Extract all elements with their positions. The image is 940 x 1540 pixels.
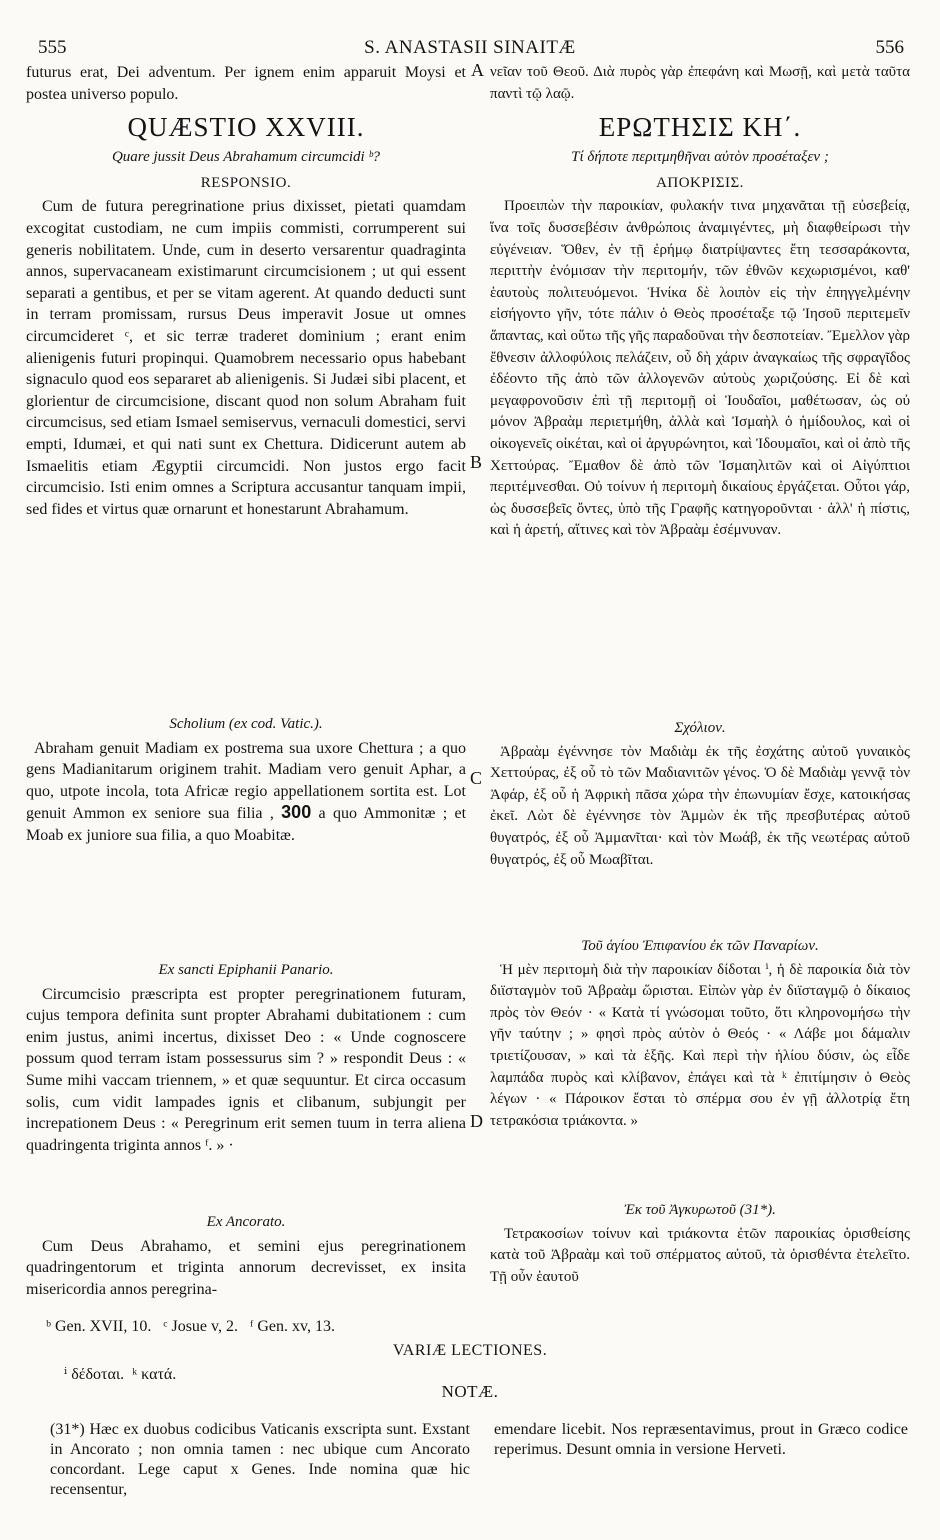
latin-ancoratus — [26, 1212, 466, 1300]
greek-scholium-text: Ἀβραὰμ ἐγέννησε τὸν Μαδιὰμ ἐκ τῆς ἐσχάτης αὐτοῦ γυναικὸς Χεττούρας, ἐξ οὗ τὸ τῶν Μαδιανιτῶν γένος. Ὁ δὲ Μαδιὰμ γεννᾷ τὸν Ἀφάρ, ἐξ οὗ ἡ Ἀφρικὴ πᾶσα χώρα τὴν ἐπωνυμίαν ἔσχε, κατοικήσας ἐκεῖ. Λὼτ δὲ ἐγέννησε τὸν Ἀμμὼν ἐκ τῆς πρεσβυτέρας αὐτοῦ θυγατρός, ἐξ οὗ Ἀμμανῖται· καὶ τὸν Μωάβ, ἐκ τῆς νεωτέρας αὐτοῦ θυγατρός, ἐξ οὗ Μωαβῖται. — [490, 743, 910, 868]
greek-epiphanius-title: Τοῦ ἁγίου Ἐπιφανίου ἐκ τῶν Παναρίων. — [581, 938, 819, 954]
margin-letter-d: D — [470, 1111, 483, 1131]
latin-scholium-text-b: a quo Ammonitæ ; et Moab ex juniore sua filia, a quo Moabitæ. — [26, 805, 467, 844]
column-number: 300 — [281, 802, 312, 823]
latin-question-subtitle: Quare jussit Deus Abrahamum circumcidi ᵇ? — [111, 149, 381, 166]
latin-column — [26, 62, 466, 520]
notae-heading: NOTÆ. — [441, 1382, 499, 1401]
latin-epiphanius-title: Ex sancti Epiphanii Panario. — [158, 962, 334, 978]
left-page-number: 555 — [38, 37, 67, 58]
greek-question-subtitle: Τί δήποτε περιτμηθῆναι αὐτὸν προσέταξεν ; — [571, 149, 829, 166]
greek-epiphanius-text: Ἡ μὲν περιτομὴ διὰ τὴν παροικίαν δίδοται ⁱ, ἡ δὲ παροικία διὰ τὸν διϊσταγμὸν τοῦ Ἀβραὰμ ὥρισται. Εἰπὼν γὰρ ἐν διϊσταγμῷ ὁ δίκαιος πρὸς τὸν Θεόν · « Κατὰ τί γνώσομαι τοῦτο, ὅτι κληρονομήσω τὴν γῆν ταύτην ; » φησὶ πρὸς αὐτὸν ὁ Θεός · « Λάβε μοι δάμαλιν τριετίζουσαν, » καὶ τὰ ἑξῆς. Καὶ περὶ τὴν ἡλίου δύσιν, ὡς εἶδε λαμπάδα πυρὸς καὶ κλίβανον, ἐπάγει καὶ τὰ ᵏ ἐπιτίμησιν ὁ Θεὸς λέγων · « Πάροικον ἔσται τὸ σπέρμα σου ἐν γῇ ἀλλοτρίᾳ ἔτη τετρακόσια τριάκοντα. » — [490, 961, 910, 1129]
latin-answer-text: Cum de futura peregrinatione prius dixisset, pietati quamdam excogitat custodiam, ne cum impiis commisti, corrumperent sui generis nobilitatem. Unde, cum in deserto versarentur quadraginta annos, supervacaneam existimarunt circumcisionem ; ut qui essent separati a gentibus, et per se vitam agerent. At quando deducti sunt in terram promissam, rursus Deus imperavit Josue ut omnes circumcideret ᶜ, et sic terræ traderet dominium ; erant enim alienigenis futuri propinqui. Quamobrem necessario opus habebant signaculo quod eos separaret ab alienigenis. Si Judæi sibi placent, et glorientur de circumcisione, discant quod non solum Abraham fuit circumcisus, sed etiam Ismael semiservus, vernaculi domestici, servi empti, Idumæi, et qui nati sunt ex Chettura. Didicerunt autem ab Ismaelitis etiam Ægyptii circumcidi. Non justos ergo facit circumcisio. Isti enim omnes a Scriptura accusantur tanquam impii, sed fides et virtus quæ ornarunt et honestarunt Abrahamum. — [26, 198, 466, 518]
greek-ancoratus-title: Ἐκ τοῦ Ἀγκυρωτοῦ (31*). — [624, 1202, 776, 1218]
notae-right-text: emendare licebit. Nos repræsentavimus, prout in Græco codice reperimus. Desunt omnia in versione Herveti. — [494, 1421, 908, 1458]
greek-ancoratus — [490, 1200, 910, 1288]
latin-epiphanius — [26, 960, 466, 1156]
greek-scholium — [490, 718, 910, 871]
greek-answer-text: Προειπὼν τὴν παροικίαν, φυλακήν τινα μηχανᾶται τῇ εὐσεβείᾳ, ἵνα τοῖς δυσσεβέσιν ἀνθρώποις ἀναμιγέντες, μὴ διαφθείρωσι τὴν εὐγένειαν. Ὅθεν, ἐν τῇ ἐρήμῳ διατρίψαντες ἔτη τεσσαράκοντα, περιττὴν ἐνόμισαν τὴν περιτομήν, τῶν ἐθνῶν κεχωρισμένοι, καθ' ἑαυτοὺς πολιτευόμενοι. Ἡνίκα δὲ λοιπὸν εἰς τὴν ἐπηγγελμένην εἰσήγοντο γῆν, τότε πάλιν ὁ Θεὸς προσέταξε τῷ Ἰησοῦ περιτεμεῖν ἅπαντας, καὶ οὕτω τῆς γῆς παραδοῦναι τὴν δεσποτείαν. Ἔμελλον γὰρ ἔθνεσιν ἀλλοφύλοις πελάζειν, οὗ δὴ χάριν ἀναγκαίως τῆς σφραγῖδος ἐδέοντο τῆς ἀπὸ τῶν ἀλλογενῶν αὐτοὺς χωριζούσης. Εἰ δὲ καὶ μεγαφρονοῦσιν ἐπὶ τῇ περιτομῇ οἱ Ἰουδαῖοι, μαθέτωσαν, ὡς οὐ μόνον Ἀβραὰμ περιετμήθη, ἀλλὰ καὶ Ἰσμαὴλ ὁ ἡμίδουλος, καὶ οἱ οἰκογενεῖς οἰκέται, καὶ οἱ ἀργυρώνητοι, καὶ Ἰδουμαῖοι, καὶ οἱ ἀπὸ τῆς Χεττούρας. Ἔμαθον δὲ ἀπὸ τῶν Ἰσμαηλιτῶν καὶ οἱ Αἰγύπτιοι περιτέμνεσθαι. Οὐ τοίνυν ἡ περιτομὴ δικαίους ἐργάζεται. Οὗτοι γάρ, ὡς δυσσεβεῖς ὄντες, ὑπὸ τῆς Γραφῆς κατηγοροῦνται · ἀλλ' ἡ πίστις, καὶ ἡ ἀρετή, αἵτινες καὶ τὸν Ἀβραὰμ ἐσέμνυναν. — [490, 198, 910, 539]
greek-scholium-title: Σχόλιον. — [674, 720, 726, 736]
latin-footnotes: ᵇ Gen. XVII, 10. ᶜ Josue v, 2. ᶠ Gen. xv, 13. — [46, 1318, 335, 1335]
latin-scholium-title: Scholium (ex cod. Vatic.). — [169, 716, 323, 732]
greek-column — [490, 62, 910, 542]
latin-scholium-text-a: Abraham genuit Madiam ex postrema sua uxore Chettura ; a quo gens Madianitarum originem trahit. Madiam vero genuit Aphar, a quo, utpote incola, tota Africæ regio appellationem sortita est. Lot genuit Ammon ex seniore sua filia , — [26, 739, 466, 823]
latin-epiphanius-text: Circumcisio præscripta est propter peregrinationem futuram, cujus tempora definita sunt propter Abrahami dubitationem : cum enim justus, animi incertus, dixisset Deo : « Unde cognoscere possum quod terram istam possessurus sim ? » respondit Deus : « Sume mihi vaccam triennem, » et quæ sequuntur. Et circa occasum solis, cum vidit lampades ignis et clibanum, subjungit per increpationem Deus : « Peregrinum erit semen tuum in terra aliena quadringenta triginta annos ᶠ. » · — [26, 985, 466, 1154]
latin-ancoratus-title: Ex Ancorato. — [206, 1214, 286, 1230]
latin-ancoratus-text: Cum Deus Abrahamo, et semini ejus peregrinationem quadringentorum et triginta annorum decrevisset, ex insita misericordia annos peregrina- — [26, 1237, 466, 1298]
latin-scholium — [26, 714, 466, 847]
greek-responsio-heading: ΑΠΟΚΡΙΣΙΣ. — [656, 174, 744, 191]
latin-intro: futurus erat, Dei adventum. Per ignem enim apparuit Moysi et postea universo populo. — [26, 64, 466, 103]
latin-question-title: QUÆSTIO XXVIII. — [127, 112, 365, 143]
running-title: S. ANASTASII SINAITÆ — [364, 37, 576, 58]
greek-question-title: ΕΡΩΤΗΣΙΣ ΚΗ΄. — [598, 112, 802, 143]
margin-letter-b: B — [470, 452, 483, 472]
greek-intro: νεῖαν τοῦ Θεοῦ. Διὰ πυρὸς γὰρ ἐπεφάνη καὶ Μωσῇ, καὶ μετὰ ταῦτα παντὶ τῷ λαῷ. — [490, 64, 910, 102]
margin-letter-a: A — [471, 60, 484, 80]
variae-lectiones-heading: VARIÆ LECTIONES. — [392, 1342, 548, 1359]
greek-ancoratus-text: Τετρακοσίων τοίνυν καὶ τριάκοντα ἐτῶν παροικίας ὁρισθείσης κατὰ τοῦ Ἀβραὰμ καὶ τοῦ σπέρματος αὐτοῦ, τὰ ὁρισθέντα ἐτελεῖτο. Τῇ οὖν ἑαυτοῦ — [490, 1225, 910, 1285]
latin-responsio-heading: RESPONSIO. — [200, 174, 292, 191]
right-page-number: 556 — [875, 37, 904, 58]
notae-left-text: (31*) Hæc ex duobus codicibus Vaticanis exscripta sunt. Exstant in Ancorato ; non omnia tamen : nec ubique cum Ancorato concordant. Lege caput x Genes. Inde nomina quæ hic recensentur, — [50, 1421, 470, 1498]
greek-epiphanius — [490, 936, 910, 1132]
margin-letter-c: C — [470, 768, 483, 788]
variae-lectiones-items: ⁱ δέδοται. ᵏ κατά. — [64, 1366, 177, 1383]
